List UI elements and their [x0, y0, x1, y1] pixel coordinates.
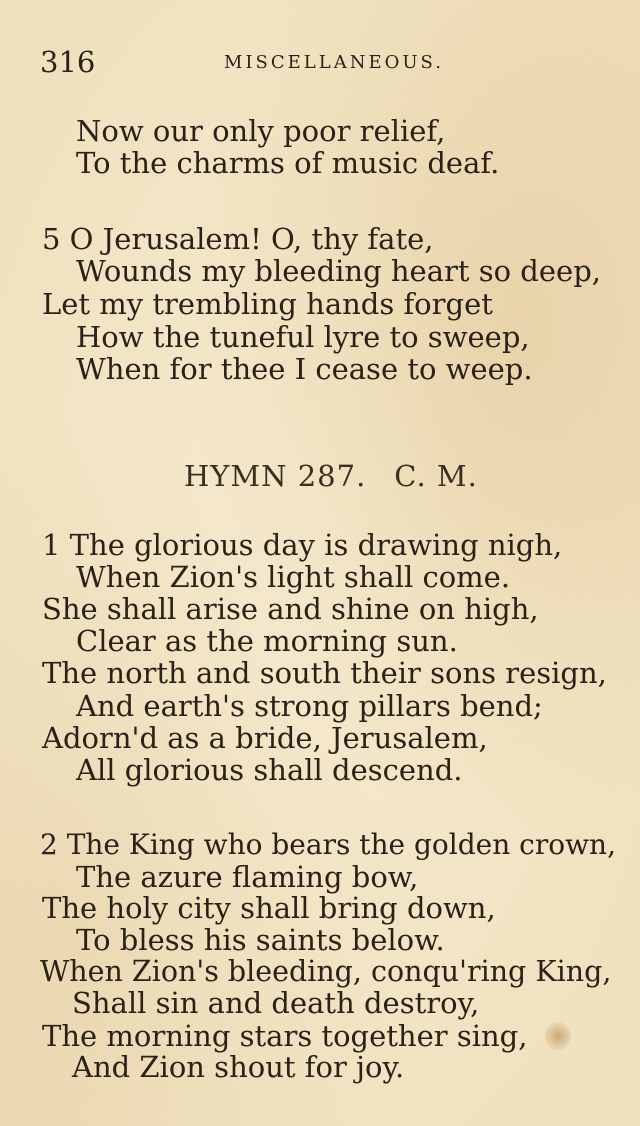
- verse-line: She shall arise and shine on high,: [42, 592, 539, 626]
- verse-line: Let my trembling hands forget: [42, 287, 493, 321]
- verse-line: 5 O Jerusalem! O, thy fate,: [42, 222, 434, 256]
- verse-line: When for thee I cease to weep.: [76, 352, 533, 386]
- verse-line: The morning stars together sing,: [42, 1019, 528, 1053]
- hymn-title: [184, 458, 478, 494]
- verse-line: Now our only poor relief,: [76, 114, 446, 148]
- hymn-meter: C. M.: [394, 459, 478, 493]
- verse-line: To the charms of music deaf.: [76, 146, 500, 180]
- verse-line: Shall sin and death destroy,: [72, 986, 480, 1020]
- page-number: 316: [40, 45, 96, 79]
- verse-line: The azure flaming bow,: [76, 860, 419, 894]
- verse-line: Adorn'd as a bride, Jerusalem,: [42, 721, 488, 755]
- verse-line: 2 The King who bears the golden crown,: [40, 828, 616, 861]
- verse-line: All glorious shall descend.: [76, 753, 463, 787]
- running-head: MISCELLANEOUS.: [224, 52, 444, 73]
- page-header: [40, 44, 600, 80]
- verse-line: How the tuneful lyre to sweep,: [76, 320, 530, 354]
- verse-line: To bless his saints below.: [76, 923, 445, 957]
- verse-line: The holy city shall bring down,: [42, 891, 496, 925]
- verse-line: Wounds my bleeding heart so deep,: [76, 254, 601, 288]
- verse-line: 1 The glorious day is drawing nigh,: [42, 528, 563, 562]
- verse-line: The north and south their sons resign,: [42, 656, 607, 690]
- verse-line: When Zion's bleeding, conqu'ring King,: [40, 955, 612, 988]
- hymn-number: HYMN 287.: [184, 459, 367, 493]
- verse-line: And earth's strong pillars bend;: [76, 689, 543, 723]
- verse-line: When Zion's light shall come.: [76, 560, 511, 594]
- paper-stain: [545, 1022, 571, 1050]
- verse-line: Clear as the morning sun.: [76, 624, 458, 658]
- verse-line: And Zion shout for joy.: [72, 1050, 405, 1084]
